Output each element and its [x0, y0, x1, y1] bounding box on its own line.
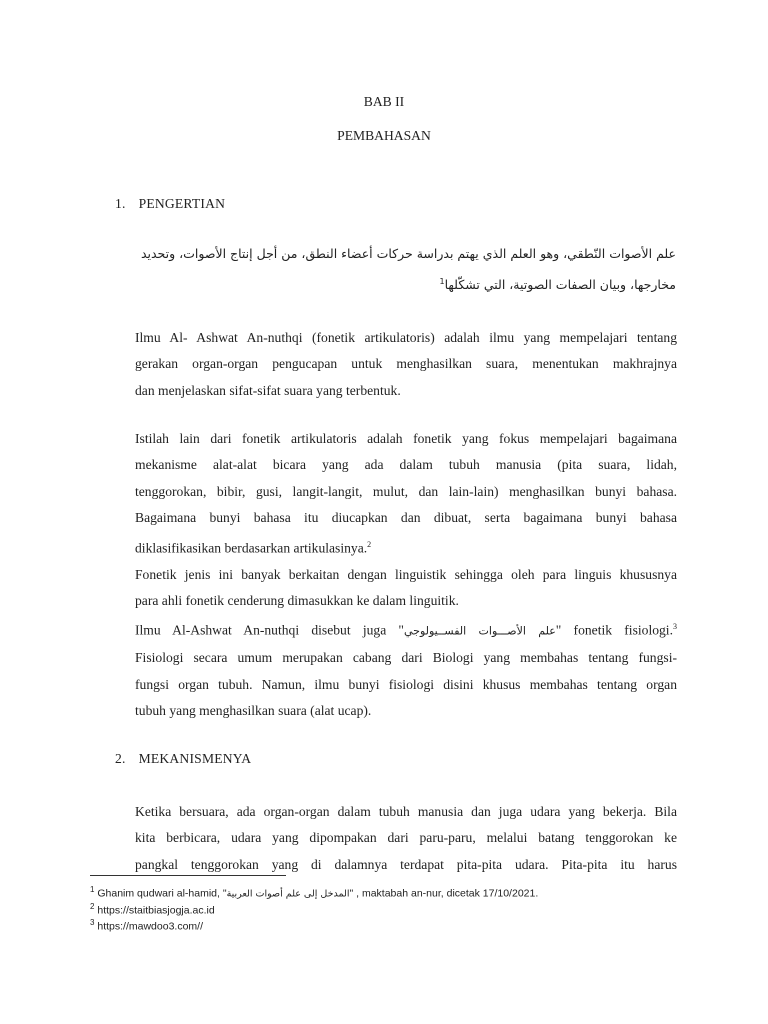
paragraph-line — [135, 532, 677, 562]
chapter-label: BAB II — [363, 94, 405, 109]
arabic-line — [116, 268, 676, 299]
paragraph-line: Fonetik jenis ini banyak berkaitan dengan linguistik sehingga oleh para linguis khususnya — [135, 566, 677, 582]
section-heading-text: PENGERTIAN — [138, 196, 226, 211]
chapter-title: PEMBAHASAN — [337, 128, 431, 143]
footnote-ref: 3 — [673, 622, 677, 632]
paragraph-line: Ketika bersuara, ada organ-organ dalam tubuh manusia dan juga udara yang bekerja. Bila — [135, 804, 677, 819]
paragraph-line: Bagaimana bunyi bahasa itu diucapkan dan dibuat, serta bagaimana bunyi bahasa — [135, 510, 677, 526]
footnote-number: 3 — [90, 918, 95, 927]
footnote-link[interactable]: https://mawdoo3.com// — [97, 920, 204, 933]
footnote-1 — [90, 883, 538, 902]
paragraph-line: fungsi organ tubuh. Namun, ilmu bunyi fisiologi disini khusus membahas tentang organ — [135, 676, 677, 692]
paragraph-line: mekanisme alat-alat bicara yang ada dalam tubuh manusia (pita suara, lidah, — [135, 457, 677, 473]
footnote-ref: 2 — [367, 539, 372, 549]
paragraph-mechanism — [135, 799, 677, 878]
footnote-ref: 1 — [439, 277, 445, 286]
paragraph-line: tubuh yang menghasilkan suara (alat ucap). — [135, 703, 372, 719]
paragraph-line: kita berbicara, udara yang dipompakan dari paru-paru, melalui batang tenggorokan ke — [135, 830, 677, 846]
footnote-text: Ghanim qudwari al-hamid, " — [97, 887, 227, 900]
paragraph-text: Ilmu Al-Ashwat An-nuthqi disebut juga " — [135, 622, 404, 638]
paragraph-line: dan menjelaskan sifat-sifat suara yang terbentuk. — [135, 382, 401, 398]
section-heading-text: MEKANISMENYA — [138, 751, 252, 766]
section-number: 2. — [115, 751, 126, 766]
section-heading-pengertian — [115, 196, 225, 212]
footnote-3 — [90, 916, 203, 934]
footnote-link[interactable]: https://staitbiasjogja.ac.id — [97, 904, 215, 917]
paragraph-text: diklasifikasikan berdasarkan artikulasinya. — [135, 540, 368, 556]
section-heading-mekanismenya — [115, 751, 251, 767]
footnote-number: 1 — [90, 885, 95, 894]
paragraph-line: Istilah lain dari fonetik artikulatoris adalah fonetik yang fokus mempelajari bagaimana — [135, 431, 677, 446]
paragraph-definition — [135, 325, 677, 404]
paragraph-articulatory — [135, 426, 677, 725]
paragraph-line: Ilmu Al- Ashwat An-nuthqi (fonetik artikulatoris) adalah ilmu yang mempelajari tentang — [135, 330, 677, 345]
paragraph-line: pangkal tenggorokan yang di dalamnya terdapat pita-pita udara. Pita-pita itu harus — [135, 856, 677, 872]
footnote-2 — [90, 900, 215, 918]
paragraph-line — [135, 614, 677, 645]
section-number: 1. — [115, 196, 126, 211]
footnote-divider — [90, 875, 286, 876]
footnote-arabic-title: المدخل إلى علم أصوات العربية — [226, 888, 350, 900]
paragraph-line: Fisiologi secara umum merupakan cabang dari Biologi yang membahas tentang fungsi- — [135, 650, 677, 666]
arabic-text: مخارجها، وبيان الصفات الصوتية، التي تشكّلها — [444, 277, 676, 293]
arabic-term: علم الأصـــوات الفســيولوجي — [403, 624, 556, 638]
arabic-definition — [116, 240, 676, 299]
arabic-line: علم الأصوات النّطقي، وهو العلم الذي يهتم بدراسة حركات أعضاء النطق، من أجل إنتاج الأصوات، وتحديد — [140, 246, 676, 261]
paragraph-line: para ahli fonetik cenderung dimasukkan ke dalam linguitik. — [135, 592, 459, 608]
paragraph-line: tenggorokan, bibir, gusi, langit-langit, mulut, dan lain-lain) menghasilkan bunyi bahasa. — [135, 483, 677, 499]
paragraph-text: " fonetik fisiologi. — [555, 622, 673, 638]
footnote-text: " , maktabah an-nur, dicetak 17/10/2021. — [349, 887, 539, 900]
footnote-number: 2 — [90, 902, 95, 911]
paragraph-line: gerakan organ-organ pengucapan untuk menghasilkan suara, menentukan makhrajnya — [135, 356, 677, 372]
